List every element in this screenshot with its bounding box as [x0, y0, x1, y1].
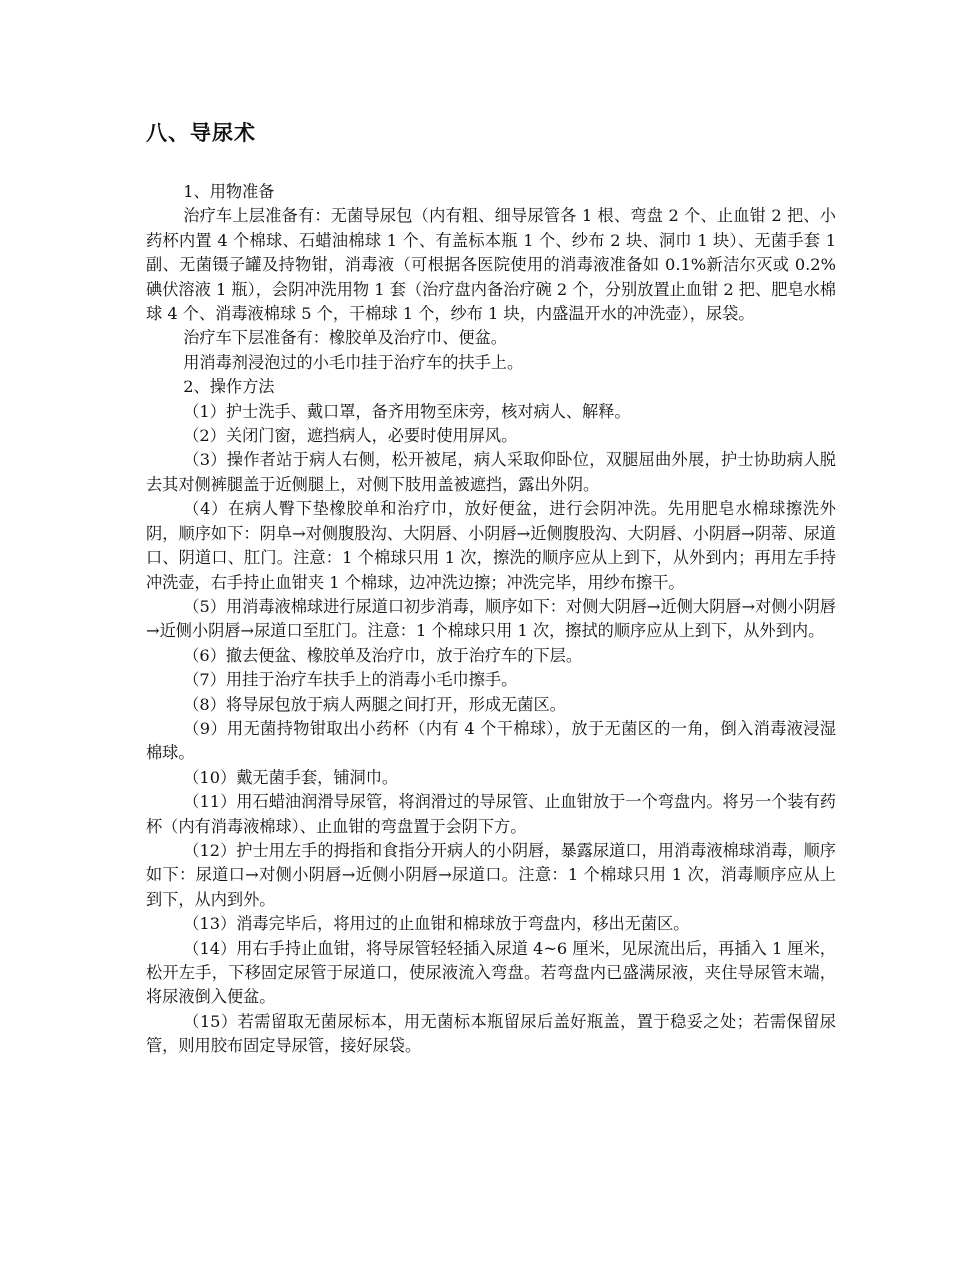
document-body	[146, 180, 836, 1059]
step-item: （14）用右手持止血钳，将导尿管轻轻插入尿道 4~6 厘米，见尿流出后，再插入 1 厘米，松开左手，下移固定尿管于尿道口，使尿液流入弯盘。若弯盘内已盛满尿液，夹住导尿管末端，将尿液倒入便盆。	[146, 938, 836, 1007]
step-item: （13）消毒完毕后，将用过的止血钳和棉球放于弯盘内，移出无菌区。	[183, 914, 690, 934]
step-item: （8）将导尿包放于病人两腿之间打开，形成无菌区。	[183, 694, 566, 714]
paragraph: 治疗车下层准备有：橡胶单及治疗巾、便盆。	[183, 328, 507, 348]
step-item: （10）戴无菌手套，铺洞巾。	[183, 767, 399, 787]
subheading-procedure: 2、操作方法	[183, 377, 275, 397]
step-item: （11）用石蜡油润滑导尿管，将润滑过的导尿管、止血钳放于一个弯盘内。将另一个装有药杯（内有消毒液棉球）、止血钳的弯盘置于会阴下方。	[146, 792, 836, 836]
step-item: （15）若需留取无菌尿标本，用无菌标本瓶留尿后盖好瓶盖，置于稳妥之处；若需保留尿管，则用胶布固定导尿管，接好尿袋。	[146, 1011, 836, 1056]
step-item: （9）用无菌持物钳取出小药杯（内有 4 个干棉球），放于无菌区的一角，倒入消毒液浸湿棉球。	[146, 718, 836, 763]
step-item: （7）用挂于治疗车扶手上的消毒小毛巾擦手。	[183, 670, 518, 690]
document-page	[146, 118, 836, 1059]
step-item: （5）用消毒液棉球进行尿道口初步消毒，顺序如下：对侧大阴唇→近侧大阴唇→对侧小阴唇→近侧小阴唇→尿道口至肛门。注意：1 个棉球只用 1 次，擦拭的顺序应从上到下，从外到内。	[146, 596, 836, 641]
step-item: （12）护士用左手的拇指和食指分开病人的小阴唇，暴露尿道口，用消毒液棉球消毒，顺序如下：尿道口→对侧小阴唇→近侧小阴唇→尿道口。注意：1 个棉球只用 1 次，消毒顺序应从上到下，从内到外。	[146, 840, 836, 909]
step-item: （3）操作者站于病人右侧，松开被尾，病人采取仰卧位，双腿屈曲外展，护士协助病人脱去其对侧裤腿盖于近侧腿上，对侧下肢用盖被遮挡，露出外阴。	[146, 450, 836, 494]
step-item: （6）撤去便盆、橡胶单及治疗巾，放于治疗车的下层。	[183, 645, 583, 665]
paragraph: 用消毒剂浸泡过的小毛巾挂于治疗车的扶手上。	[183, 352, 524, 372]
section-title: 八、导尿术	[146, 121, 256, 145]
step-item: （1）护士洗手、戴口罩，备齐用物至床旁，核对病人、解释。	[183, 401, 631, 421]
step-item: （2）关闭门窗，遮挡病人，必要时使用屏风。	[183, 426, 518, 446]
paragraph: 治疗车上层准备有：无菌导尿包（内有粗、细导尿管各 1 根、弯盘 2 个、止血钳 2 把、小药杯内置 4 个棉球、石蜡油棉球 1 个、有盖标本瓶 1 个、纱布 2 块、洞巾 1 块）、无菌手套 1 副、无菌镊子罐及持物钳，消毒液（可根据各医院使用的消毒液准备如 0.1%新洁尔灭或 0.2%碘伏溶液 1 瓶），会阴冲洗用物 1 套（治疗盘内备治疗碗 2 个，分别放置止血钳 2 把、肥皂水棉球 4 个、消毒液棉球 5 个，干棉球 1 个，纱布 1 块，内盛温开水的冲洗壶），尿袋。	[146, 206, 836, 324]
step-item: （4）在病人臀下垫橡胶单和治疗巾，放好便盆，进行会阴冲洗。先用肥皂水棉球擦洗外阴，顺序如下：阴阜→对侧腹股沟、大阴唇、小阴唇→近侧腹股沟、大阴唇、小阴唇→阴蒂、尿道口、阴道口、肛门。注意：1 个棉球只用 1 次，擦洗的顺序应从上到下，从外到内；再用左手持冲洗壶，右手持止血钳夹 1 个棉球，边冲洗边擦；冲洗完毕，用纱布擦干。	[146, 499, 836, 592]
subheading-preparation: 1、用物准备	[183, 182, 275, 201]
